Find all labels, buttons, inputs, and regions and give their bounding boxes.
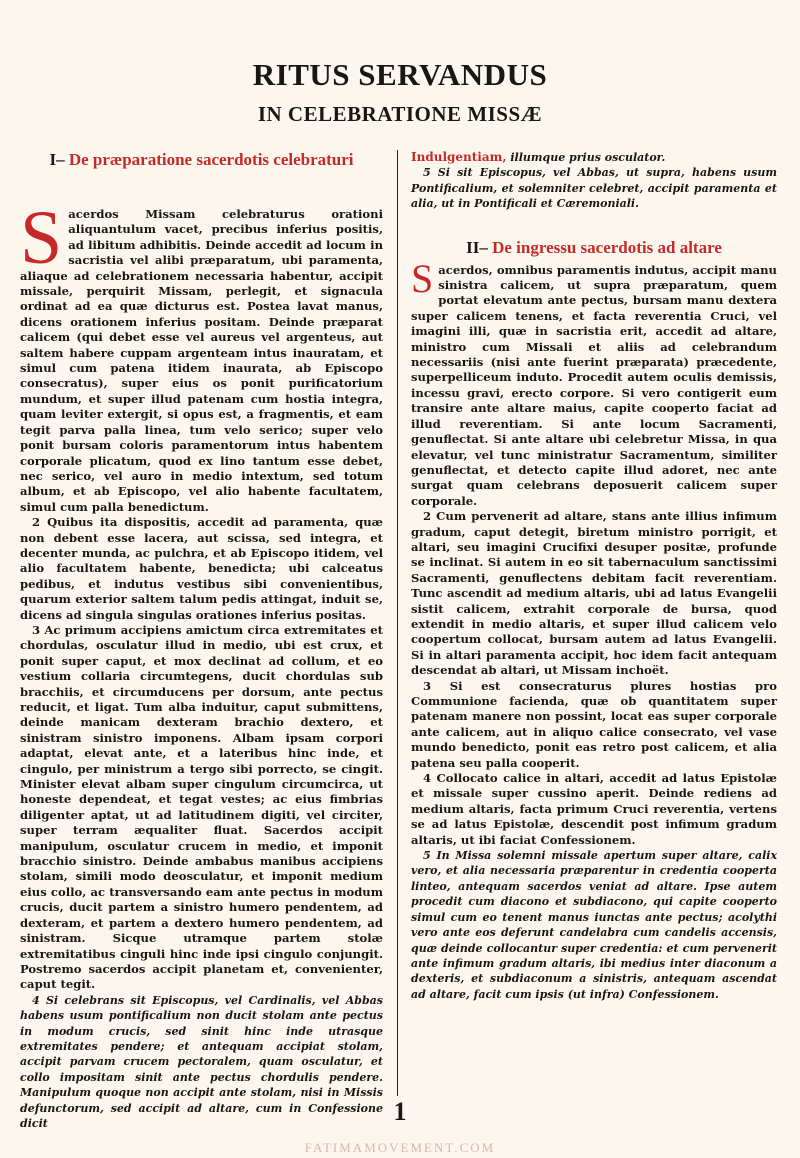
column-divider [397, 150, 398, 1096]
section1-heading [20, 150, 383, 169]
section2-dropcap: S [411, 255, 434, 301]
section1-dropcap: S [20, 196, 63, 280]
page-title: RITUS SERVANDUS [252, 57, 548, 92]
section1-heading-num: I– [49, 150, 65, 169]
section1-paragraph-1: Sacerdos Missam celebraturus orationi aliquantulum vacet, precibus inferius positis, ad libitum adhibitis. Deinde accedit ad locum in sacristia vel alibi præparatum, ubi paramenta, aliaque ad celebrationem necessaria habentur, accipit missale, perquirit Missam, perlegit, et signacula ordinat ad ea quæ dicturus est. Postea lavat manus, dicens orationem inferius positam. Deinde præparat calicem (qui debet esse vel aureus vel argenteus, aut saltem habere cuppam argenteam intus inauratam, et simul cum patena itidem inaurata, ab Episcopo consecratus), super eius os ponit purificatorium mundum, et super illud patenam cum hostia integra, quam leviter extergit, si opus est, a fragmentis, et eam tegit parva palla linea, tum velo serico; super velo ponit bursam coloris paramentorum intus habentem corporale plicatum, quod ex lino tantum esse debet, nec serico, vel auro in medio intextum, sed totum album, et ab Episcopo, vel alio habente facultatem, simul cum palla benedictum. [20, 196, 383, 514]
section2-heading-text: De ingressu sacerdotis ad altare [492, 237, 722, 257]
section2-heading [411, 238, 777, 257]
section1-heading-text: De præparatione sacerdotis celebraturi [68, 150, 354, 169]
indulgentiam-word: Indulgentiam, [411, 150, 507, 164]
section1-paragraph-4: 4 Si celebrans sit Episcopus, vel Cardinalis, vel Abbas habens usum pontificalium non ducit stolam ante pectus in modum crucis, sed sinit hinc inde utrasque extremitates pendere; et antequam accipiat stolam, accipit parvam crucem pectoralem, quam osculatur, et collo impositam sinit ante pectus chordulis pendere. Manipulum quoque non accipit ante stolam, nisi in Missis defunctorum, sed accipit ad altare, cum in Confessione dicit [20, 993, 383, 1130]
section1-paragraph-5: 5 Si sit Episcopus, vel Abbas, ut supra, habens usum Pontificalium, et solemniter celebret, accipit paramenta et alia, ut in Pontificali et Cæremoniali. [411, 166, 777, 211]
section2-paragraph-3: 3 Si est consecraturus plures hostias pro Communione facienda, quæ ob quantitatem super patenam manere non possint, locat eas super corporale ante calicem, aut in aliquo calice consecrato, vel vase mundo benedicto, ponit eas retro post calicem, et alia patena seu palla cooperit. [411, 678, 777, 770]
left-column [20, 150, 383, 1131]
section1-paragraph-3: 3 Ac primum accipiens amictum circa extremitates et chordulas, osculatur illud in medio, ubi est crux, et ponit super caput, et mox declinat ad collum, et eo vestium collaria circumtegens, ducit chordulas sub bracchiis, et circumducens per dorsum, ante pectus reducit, et ligat. Tum alba induitur, caput submittens, deinde manicam dexteram brachio dextero, et sinistram sinistro imponens. Albam ipsam corpori adaptat, elevat ante, et a lateribus hinc inde, et cingulo, per ministrum a tergo sibi porrecto, se cingit. Minister elevat albam super cingulum circumcirca, ut honeste dependeat, et tegat vestes; ac eius fimbrias diligenter aptat, ut ad latitudinem digiti, vel circiter, super terram æqualiter fluat. Sacerdos accipit manipulum, osculatur crucem in medio, et imponit bracchio sinistro. Deinde ambabus manibus accipiens stolam, simili modo deosculatur, et imponit medium eius collo, ac transversando eam ante pectus in modum crucis, ducit partem a sinistro humero pendentem, ad dexteram, et partem a dextero humero pendentem, ad sinistram. Sicque utramque partem stolæ extremitatibus cinguli hinc inde ipsi cingulo conjungit. Postremo sacerdos accipit planetam et, convenienter, caput tegit. [20, 622, 383, 992]
page-number: 1 [393, 1097, 407, 1126]
right-column [411, 150, 777, 1002]
section1-paragraph-2: 2 Quibus ita dispositis, accedit ad paramenta, quæ non debent esse lacera, aut scissa, sed integra, et decenter munda, ac pulchra, et ab Episcopo itidem, vel alio facultatem habente, benedicta; ubi calceatus pedibus, et indutus vestibus sibi convenientibus, quarum exterior saltem talum pedis attingat, induit se, dicens ad singula singulas orationes inferius positas. [20, 515, 383, 622]
section2-paragraph-5: 5 In Missa solemni missale apertum super altare, calix vero, et alia necessaria præparentur in credentia cooperta linteo, antequam sacerdos veniat ad altare. Ipse autem procedit cum diacono et subdiacono, qui capite cooperto simul cum eo tenent manus iunctas ante pectus; acolythi vero ante eos deferunt candelabra cum candelis accensis, quæ deinde collocantur super credentia: et cum pervenerit ante infimum gradum altaris, ibi medius inter diaconum a dexteris, et subdiaconum a sinistris, antequam ascendat ad altare, facit cum ipsis (ut infra) Confessionem. [411, 849, 777, 1001]
section2-paragraph-2: 2 Cum pervenerit ad altare, stans ante illius infimum gradum, caput detegit, biretum ministro porrigit, et altari, seu imagini Crucifixi desuper positæ, profunde se inclinat. Si autem in eo sit tabernaculum sanctissimi Sacramenti, genuflectens debitam facit reverentiam. Tunc ascendit ad medium altaris, ubi ad latus Evangelii sistit calicem, extrahit corporale de bursa, quod extendit in medio altaris, et super illud calicem velo coopertum collocat, bursam autem ad latus Evangelii. Si in altari paramenta accipit, hoc idem facit antequam descendat ab altari, ut Missam inchoët. [411, 509, 777, 678]
section1-paragraph-4-cont: Indulgentiam, illumque prius osculator. [411, 150, 666, 164]
watermark: FATIMAMOVEMENT.COM [304, 1140, 496, 1155]
section2-paragraph-4: 4 Collocato calice in altari, accedit ad latus Epistolæ et missale super cussino aperit. Deinde rediens ad medium altaris, facta primum Cruci reverentia, vertens se ad latus Epistolæ, descendit post infimum gradum altaris, ut ibi faciat Confessionem. [411, 771, 777, 847]
page-subtitle: IN CELEBRATIONE MISSÆ [257, 102, 543, 126]
section2-heading-num: II– [466, 237, 488, 257]
section2-paragraph-1: Sacerdos, omnibus paramentis indutus, accipit manu sinistra calicem, ut supra præparatum, quem portat elevatum ante pectus, bursam manu dextera super calicem tenens, et facta reverentia Cruci, vel imagini illi, quæ in sacristia erit, accedit ad altare, ministro cum Missali et aliis ad celebrandum necessariis (nisi ante fuerint præparata) præcedente, superpelliceum induto. Procedit autem oculis demissis, incessu gravi, erecto corpore. Si vero contigerit eum transire ante altare maius, capite cooperto faciat ad illud reverentiam. Si ante locum Sacramenti, genuflectat. Si ante altare ubi celebretur Missa, in qua elevatur, vel tunc ministratur Sacramentum, similiter genuflectat, et detecto capite illud adoret, nec ante surgat quam celebrans deposuerit calicem super corporale. [411, 255, 777, 508]
